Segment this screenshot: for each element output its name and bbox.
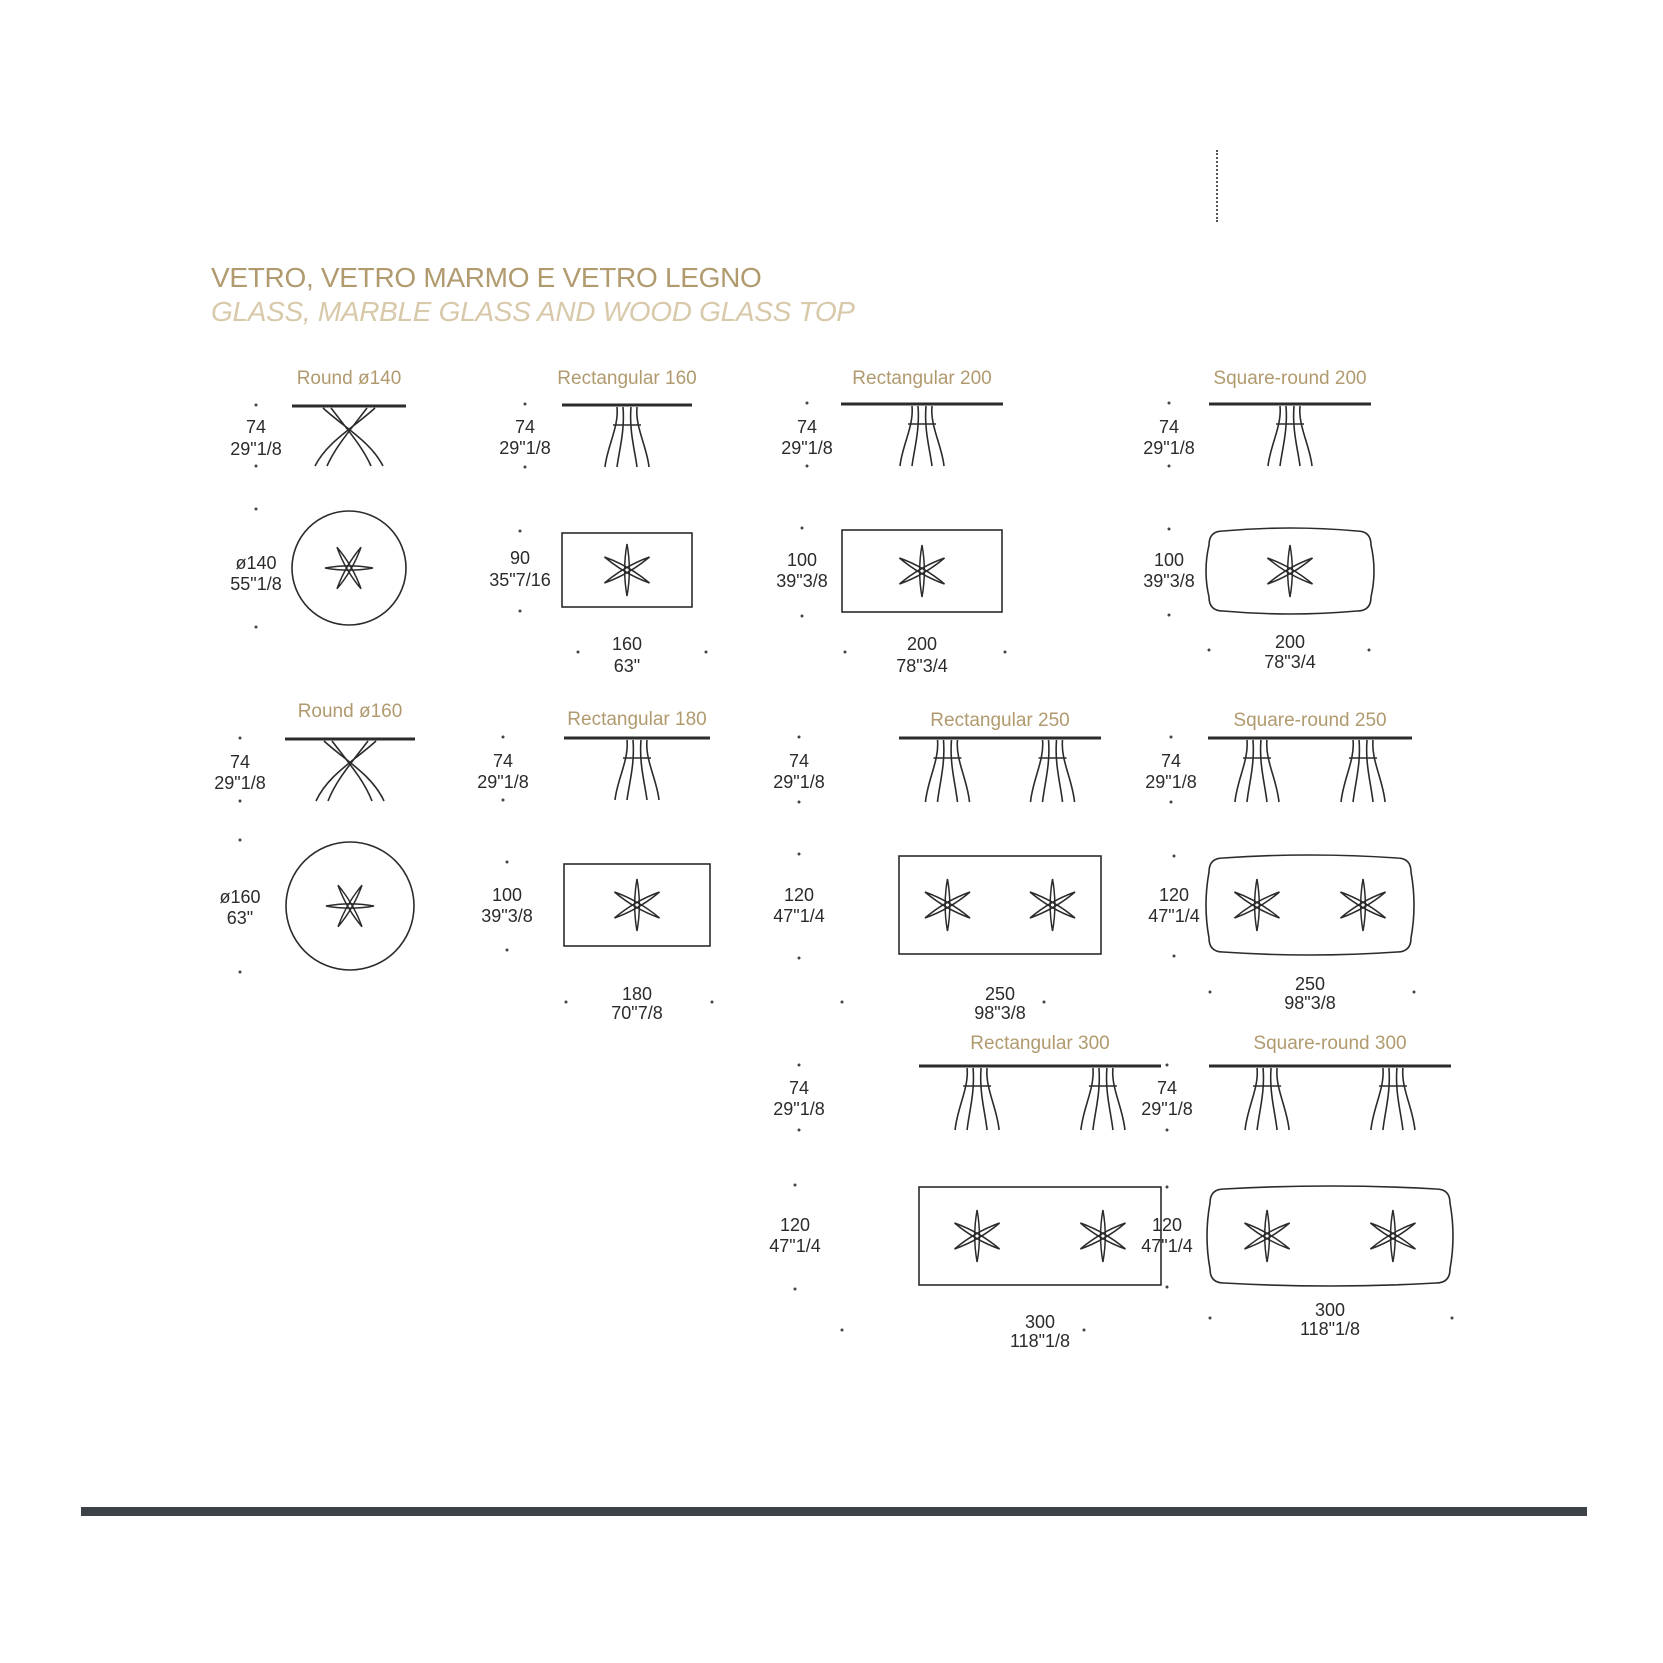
tabletop-plan xyxy=(1207,1186,1453,1286)
dimension-dot xyxy=(524,403,527,406)
leg-stroke xyxy=(1261,740,1267,802)
width-cm-label: 250 xyxy=(1294,974,1326,994)
dimension-dot xyxy=(798,957,801,960)
dimension-dot xyxy=(1209,1317,1212,1320)
leg-stroke xyxy=(1383,1068,1389,1130)
leg-petal xyxy=(920,545,925,597)
leg-stroke xyxy=(615,740,627,800)
dimension-dot xyxy=(1004,651,1007,654)
depth-cm-label: 120 xyxy=(1158,885,1190,905)
leg-stroke xyxy=(957,740,969,802)
width-in-label: 118"1/8 xyxy=(1009,1331,1071,1351)
depth-cm-label: 120 xyxy=(1151,1215,1183,1235)
width-cm-label: 300 xyxy=(1024,1312,1056,1332)
dimension-dot xyxy=(794,1288,797,1291)
table-title: Square-round 250 xyxy=(1233,710,1387,731)
dimension-dot xyxy=(565,1001,568,1004)
leg-stroke xyxy=(1403,1068,1415,1130)
leg-stroke xyxy=(1300,406,1312,466)
dimension-dot xyxy=(506,861,509,864)
dimension-dot xyxy=(519,530,522,533)
leg-stroke xyxy=(1056,740,1062,802)
height-in-label: 29"1/8 xyxy=(773,772,825,792)
height-cm-label: 74 xyxy=(1158,417,1180,437)
leg-stroke xyxy=(1113,1068,1125,1130)
height-cm-label: 74 xyxy=(245,417,267,437)
leg-petal xyxy=(975,1210,980,1262)
dimension-dot xyxy=(801,527,804,530)
leg-stroke xyxy=(1371,1068,1383,1130)
width-cm-label: 200 xyxy=(906,634,938,654)
dimension-dot xyxy=(1166,1064,1169,1067)
dimension-dot xyxy=(1209,991,1212,994)
leg-petal xyxy=(1288,545,1293,597)
depth-in-label: 39"3/8 xyxy=(776,571,828,591)
dimension-dot xyxy=(798,1064,801,1067)
leg-stroke xyxy=(1107,1068,1113,1130)
width-in-label: 98"3/8 xyxy=(1284,993,1336,1013)
leg-petal xyxy=(1080,1223,1125,1249)
heading-italian: VETRO, VETRO MARMO E VETRO LEGNO xyxy=(211,262,762,293)
leg-stroke xyxy=(1247,740,1253,802)
height-cm-label: 74 xyxy=(1156,1078,1178,1098)
leg-petal xyxy=(635,879,640,931)
leg-petal xyxy=(1245,1223,1290,1249)
table-title: Rectangular 200 xyxy=(852,368,992,389)
table-rect-300 xyxy=(769,1033,1161,1351)
depth-in-label: 39"3/8 xyxy=(481,906,533,926)
width-cm-label: 180 xyxy=(621,984,653,1004)
width-in-label: 70"7/8 xyxy=(611,1003,663,1023)
depth-in-label: 35"7/16 xyxy=(489,570,551,590)
dimension-dot xyxy=(1173,855,1176,858)
leg-stroke xyxy=(1043,740,1049,802)
leg-petal xyxy=(1245,1223,1290,1249)
table-title: Round ø160 xyxy=(297,701,403,722)
height-cm-label: 74 xyxy=(514,417,536,437)
dimension-dot xyxy=(239,737,242,740)
dimension-dot xyxy=(705,651,708,654)
leg-petal xyxy=(1050,879,1055,931)
leg-petal xyxy=(326,904,374,908)
leg-petal xyxy=(945,879,950,931)
dimension-dot xyxy=(1451,1317,1454,1320)
leg-petal xyxy=(955,1223,1000,1249)
leg-stroke xyxy=(967,1068,973,1130)
height-cm-label: 74 xyxy=(229,752,251,772)
dimension-dot xyxy=(798,1129,801,1132)
leg-petal xyxy=(1080,1223,1125,1249)
dimension-dot xyxy=(711,1001,714,1004)
dimension-dot xyxy=(1170,801,1173,804)
leg-stroke xyxy=(937,740,943,802)
depth-in-label: 47"1/4 xyxy=(773,906,825,926)
leg-stroke xyxy=(926,406,932,466)
leg-petal xyxy=(338,885,362,927)
dimension-dot xyxy=(239,971,242,974)
leg-stroke xyxy=(1277,1068,1289,1130)
leg-petal xyxy=(1341,892,1386,918)
dimension-dot xyxy=(801,615,804,618)
height-in-label: 29"1/8 xyxy=(214,773,266,793)
leg-petal xyxy=(1234,892,1279,918)
leg-stroke xyxy=(1267,740,1279,802)
leg-petal xyxy=(1391,1210,1396,1262)
tabletop-plan xyxy=(842,530,1002,612)
leg-stroke xyxy=(900,406,912,466)
height-cm-label: 74 xyxy=(492,751,514,771)
width-in-label: 63" xyxy=(613,656,641,676)
leg-petal xyxy=(955,1223,1000,1249)
height-in-label: 29"1/8 xyxy=(1141,1099,1193,1119)
leg-petal xyxy=(1265,1210,1270,1262)
depth-in-label: 55"1/8 xyxy=(230,574,282,594)
width-in-label: 98"3/8 xyxy=(974,1003,1026,1023)
leg-stroke xyxy=(617,407,623,467)
depth-in-label: 39"3/8 xyxy=(1143,571,1195,591)
table-round-160 xyxy=(214,701,415,974)
depth-cm-label: 90 xyxy=(509,548,531,568)
dimension-dot xyxy=(524,466,527,469)
dimension-dot xyxy=(841,1329,844,1332)
footer-bar xyxy=(81,1507,1587,1516)
leg-petal xyxy=(338,885,362,927)
dimension-dot xyxy=(1368,649,1371,652)
leg-stroke xyxy=(647,740,659,800)
height-in-label: 29"1/8 xyxy=(773,1099,825,1119)
leg-stroke xyxy=(932,406,944,466)
dimension-dot xyxy=(806,402,809,405)
leg-stroke xyxy=(631,407,637,467)
table-title: Round ø140 xyxy=(296,368,402,389)
leg-petal xyxy=(325,566,373,570)
table-sqr-250 xyxy=(1145,710,1415,1013)
leg-petal xyxy=(925,892,970,918)
dimension-dot xyxy=(502,736,505,739)
height-in-label: 29"1/8 xyxy=(781,438,833,458)
leg-stroke xyxy=(1341,740,1353,802)
leg-stroke xyxy=(1257,1068,1263,1130)
leg-petal xyxy=(925,892,970,918)
dimension-dot xyxy=(1168,465,1171,468)
depth-in-label: 47"1/4 xyxy=(769,1236,821,1256)
leg-stroke xyxy=(605,407,617,467)
depth-cm-label: 100 xyxy=(786,550,818,570)
dimension-dot xyxy=(798,736,801,739)
dimension-dot xyxy=(1166,1186,1169,1189)
leg-stroke xyxy=(1062,740,1074,802)
width-in-label: 78"3/4 xyxy=(896,656,948,676)
table-rect-200 xyxy=(776,368,1006,676)
dimension-dot xyxy=(255,626,258,629)
leg-petal xyxy=(1267,558,1312,584)
leg-petal xyxy=(337,547,361,589)
leg-petal xyxy=(1101,1210,1106,1262)
width-cm-label: 250 xyxy=(984,984,1016,1004)
dimension-dot xyxy=(239,839,242,842)
width-in-label: 78"3/4 xyxy=(1264,652,1316,672)
leg-stroke xyxy=(1373,740,1385,802)
leg-stroke xyxy=(981,1068,987,1130)
depth-cm-label: 100 xyxy=(1153,550,1185,570)
table-title: Square-round 200 xyxy=(1213,368,1367,389)
heading-english: GLASS, MARBLE GLASS AND WOOD GLASS TOP xyxy=(211,296,855,327)
leg-petal xyxy=(1030,892,1075,918)
leg-stroke xyxy=(1081,1068,1093,1130)
leg-stroke xyxy=(627,740,633,800)
leg-petal xyxy=(899,558,944,584)
depth-in-label: 63" xyxy=(226,908,254,928)
dimension-dot xyxy=(255,508,258,511)
leg-petal xyxy=(1341,892,1386,918)
leg-petal xyxy=(337,547,361,589)
dimension-dot xyxy=(1170,736,1173,739)
dimension-dot xyxy=(519,610,522,613)
table-title: Rectangular 180 xyxy=(567,709,707,730)
table-rect-180 xyxy=(477,709,713,1023)
leg-petal xyxy=(1361,879,1366,931)
dimension-dot xyxy=(255,404,258,407)
depth-cm-label: 120 xyxy=(779,1215,811,1235)
table-rect-160 xyxy=(489,368,707,676)
dimension-dot xyxy=(798,853,801,856)
leg-petal xyxy=(604,557,649,583)
table-round-140 xyxy=(230,368,406,629)
depth-cm-label: 120 xyxy=(783,885,815,905)
width-in-label: 118"1/8 xyxy=(1299,1319,1361,1339)
dimension-dot xyxy=(1083,1329,1086,1332)
depth-in-label: 47"1/4 xyxy=(1141,1236,1193,1256)
dimension-dot xyxy=(841,1001,844,1004)
depth-cm-label: ø140 xyxy=(235,553,277,573)
height-in-label: 29"1/8 xyxy=(1145,772,1197,792)
leg-petal xyxy=(1267,558,1312,584)
height-in-label: 29"1/8 xyxy=(477,772,529,792)
leg-stroke xyxy=(1245,1068,1257,1130)
leg-stroke xyxy=(641,740,647,800)
leg-petal xyxy=(1370,1223,1415,1249)
dimension-dot xyxy=(239,800,242,803)
leg-petal xyxy=(1234,892,1279,918)
leg-stroke xyxy=(951,740,957,802)
leg-petal xyxy=(1255,879,1260,931)
leg-stroke xyxy=(1268,406,1280,466)
leg-petal xyxy=(1030,892,1075,918)
table-title: Rectangular 160 xyxy=(557,368,697,389)
table-title: Square-round 300 xyxy=(1253,1033,1407,1054)
leg-petal xyxy=(614,892,659,918)
dimension-dot xyxy=(1043,1001,1046,1004)
dimension-dot xyxy=(1168,528,1171,531)
height-in-label: 29"1/8 xyxy=(499,438,551,458)
tabletop-plan xyxy=(1206,528,1374,614)
leg-stroke xyxy=(925,740,937,802)
leg-petal xyxy=(604,557,649,583)
leg-stroke xyxy=(987,1068,999,1130)
dimension-dot xyxy=(1166,1129,1169,1132)
dimension-dot xyxy=(506,949,509,952)
width-cm-label: 300 xyxy=(1314,1300,1346,1320)
leg-stroke xyxy=(1031,740,1043,802)
height-cm-label: 74 xyxy=(788,751,810,771)
tabletop-plan xyxy=(292,511,406,625)
dimension-dot xyxy=(1168,402,1171,405)
table-rect-250 xyxy=(773,710,1101,1023)
table-title: Rectangular 250 xyxy=(930,710,1070,731)
tabletop-plan xyxy=(286,842,414,970)
height-cm-label: 74 xyxy=(796,417,818,437)
dimension-dot xyxy=(1208,649,1211,652)
dimension-dot xyxy=(502,799,505,802)
depth-cm-label: ø160 xyxy=(219,887,261,907)
width-cm-label: 200 xyxy=(1274,632,1306,652)
tabletop-plan xyxy=(919,1187,1161,1285)
leg-stroke xyxy=(1271,1068,1277,1130)
leg-petal xyxy=(614,892,659,918)
height-in-label: 29"1/8 xyxy=(230,439,282,459)
tabletop-plan xyxy=(1206,855,1414,955)
tabletop-plan xyxy=(899,856,1101,954)
dimension-dot xyxy=(1166,1286,1169,1289)
height-in-label: 29"1/8 xyxy=(1143,438,1195,458)
height-cm-label: 74 xyxy=(788,1078,810,1098)
dimension-dot xyxy=(798,801,801,804)
leg-stroke xyxy=(1367,740,1373,802)
leg-petal xyxy=(625,544,630,596)
table-title: Rectangular 300 xyxy=(970,1033,1110,1054)
dimension-dot xyxy=(1168,614,1171,617)
dimension-dot xyxy=(577,651,580,654)
leg-stroke xyxy=(955,1068,967,1130)
leg-stroke xyxy=(1397,1068,1403,1130)
dimension-dot xyxy=(844,651,847,654)
leg-stroke xyxy=(1093,1068,1099,1130)
leg-petal xyxy=(1370,1223,1415,1249)
depth-in-label: 47"1/4 xyxy=(1148,906,1200,926)
table-sqr-200 xyxy=(1143,368,1374,672)
dimension-dot xyxy=(1413,991,1416,994)
leg-stroke xyxy=(1235,740,1247,802)
dimension-dot xyxy=(794,1184,797,1187)
leg-petal xyxy=(899,558,944,584)
dimension-dot xyxy=(1173,955,1176,958)
leg-stroke xyxy=(637,407,649,467)
table-sqr-300 xyxy=(1141,1033,1453,1339)
leg-stroke xyxy=(1280,406,1286,466)
leg-stroke xyxy=(1353,740,1359,802)
depth-cm-label: 100 xyxy=(491,885,523,905)
tabletop-plan xyxy=(564,864,710,946)
dimension-dot xyxy=(255,465,258,468)
leg-stroke xyxy=(1294,406,1300,466)
width-cm-label: 160 xyxy=(611,634,643,654)
height-cm-label: 74 xyxy=(1160,751,1182,771)
dimension-dot xyxy=(806,465,809,468)
leg-stroke xyxy=(912,406,918,466)
